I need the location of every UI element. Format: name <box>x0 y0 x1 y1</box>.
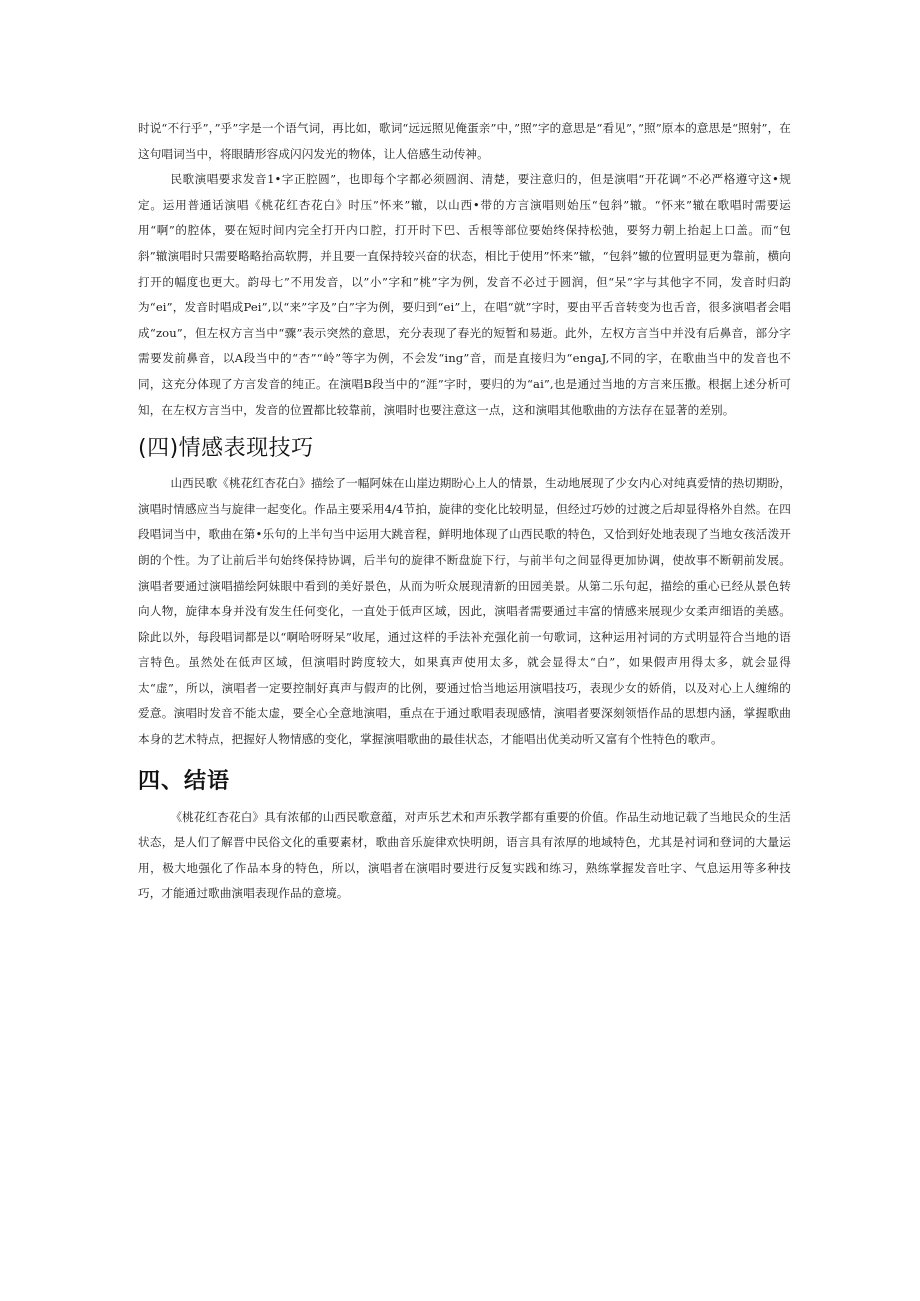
paragraph-emotion-techniques: 山西民歌《桃花红杏花白》描绘了一幅阿妹在山崖边期盼心上人的情景，生动地展现了少女内心对纯真爱情的热切期盼，演唱时情感应当与旋律一起变化。作品主要采用4/4节拍，旋律的变化比较明显，但经过巧妙的过渡之后却显得格外自然。在四段唱词当中，歌曲在第•乐句的上半句当中运用大跳音程，鲜明地体现了山西民歌的特色，又恰到好处地表现了当地女孩活泼开朗的个性。为了让前后半句始终保持协调，后半句的旋律不断盘旋下行，与前半句之间显得更加协调，使故事不断朝前发展。演唱者要通过演唱描绘阿妹眼中看到的美好景色，从而为听众展现清新的田园美景。从第二乐句起，描绘的重心已经从景色转向人物，旋律本身并没有发生任何变化，一直处于低声区域，因此，演唱者需要通过丰富的情感来展现少女柔声细语的美感。除此以外，每段唱词都是以“啊哈呀呀呆”收尾，通过这样的手法补充强化前一句歌词，这种运用衬词的方式明显符合当地的语言特色。虽然处在低声区域，但演唱时跨度较大，如果真声使用太多，就会显得太“白”，如果假声用得太多，就会显得太“虚”，所以，演唱者一定要控制好真声与假声的比例，要通过恰当地运用演唱技巧，表现少女的娇俏，以及对心上人缠绵的爱意。演唱时发音不能太虚，要全心全意地演唱，重点在于通过歌唱表现感情，演唱者要深刻领悟作品的思想内涵，掌握歌曲本身的艺术特点，把握好人物情感的变化，掌握演唱歌曲的最佳状态，才能唱出优美动听又富有个性特色的歌声。 <box>138 476 791 747</box>
heading-conclusion: 四、结语 <box>138 768 231 794</box>
paragraph-lyrics-meaning: 时说“不行乎”，”乎”字是一个语气词，再比如，歌词“远远照见俺蛋亲”中，”照”字的意思是“看见”，”照”原本的意思是“照射”，在这句唱词当中，将眼睛形容成闪闪发光的物体，让人倍感生动传神。 <box>138 121 791 161</box>
heading-emotional-expression: (四)情感表现技巧 <box>138 436 314 462</box>
paragraph-pronunciation: 民歌演唱要求发音1•字正腔圆”，也即每个字都必须圆润、清楚，要注意归的，但是演唱“开花调”不必严格遵守这•规定。运用普通话演唱《桃花红杏花白》时压”怀来”辙，以山西•带的方言演唱则始压“包斜”辙。“怀来”辙在歌唱时需要运用“啊”的腔体，要在短时间内完全打开内口腔，打开时下巴、舌根等部位要始终保持松弛，要努力朝上抬起上口盖。而“包斜”辙演唱时只需要略略抬高软腭，并且要一直保持较兴奋的状态，相比于使用”怀来”辙，“包斜”辙的位置明显更为靠前，横向打开的幅度也更大。韵母七”不用发音，以”小”字和”桃”字为例，发音不必过于圆润，但“呆”字与其他字不同，发音时归韵为“ei”，发音时唱成Pei”,以“来”字及”白”字为例，要归到“ei”上，在唱“就”字时，要由平舌音转变为也舌音，很多演唱者会唱成“zou”，但左权方言当中“骤”表示突然的意思，充分表现了春光的短暂和易逝。此外，左权方言当中并没有后鼻音，部分字需要发前鼻音，以A段当中的“杏”“岭”等字为例，不会发“ing”音，而是直接归为“engaJ,不同的字，在歌曲当中的发音也不同，这充分体现了方言发音的纯正。在演唱B段当中的“涯”字时，要归的为“ai”,也是通过当地的方言来压撒。根据上述分析可知，在左权方言当中，发音的位置都比较靠前，演唱时也要注意这一点，这和演唱其他歌曲的方法存在显著的差别。 <box>138 172 791 417</box>
paragraph-conclusion: 《桃花红杏花白》具有浓郁的山西民歌意蕴，对声乐艺术和声乐教学都有重要的价值。作品生动地记载了当地民众的生活状态，是人们了解晋中民俗文化的重要素材，歌曲音乐旋律欢快明朗，语言具有浓厚的地域特色，尤其是衬词和登词的大量运用，极大地强化了作品本身的特色，所以，演唱者在演唱时要进行反复实践和练习，熟练掌握发音吐字、气息运用等多种技巧，才能通过歌曲演唱表现作品的意境。 <box>138 809 791 901</box>
document-page <box>138 116 791 907</box>
